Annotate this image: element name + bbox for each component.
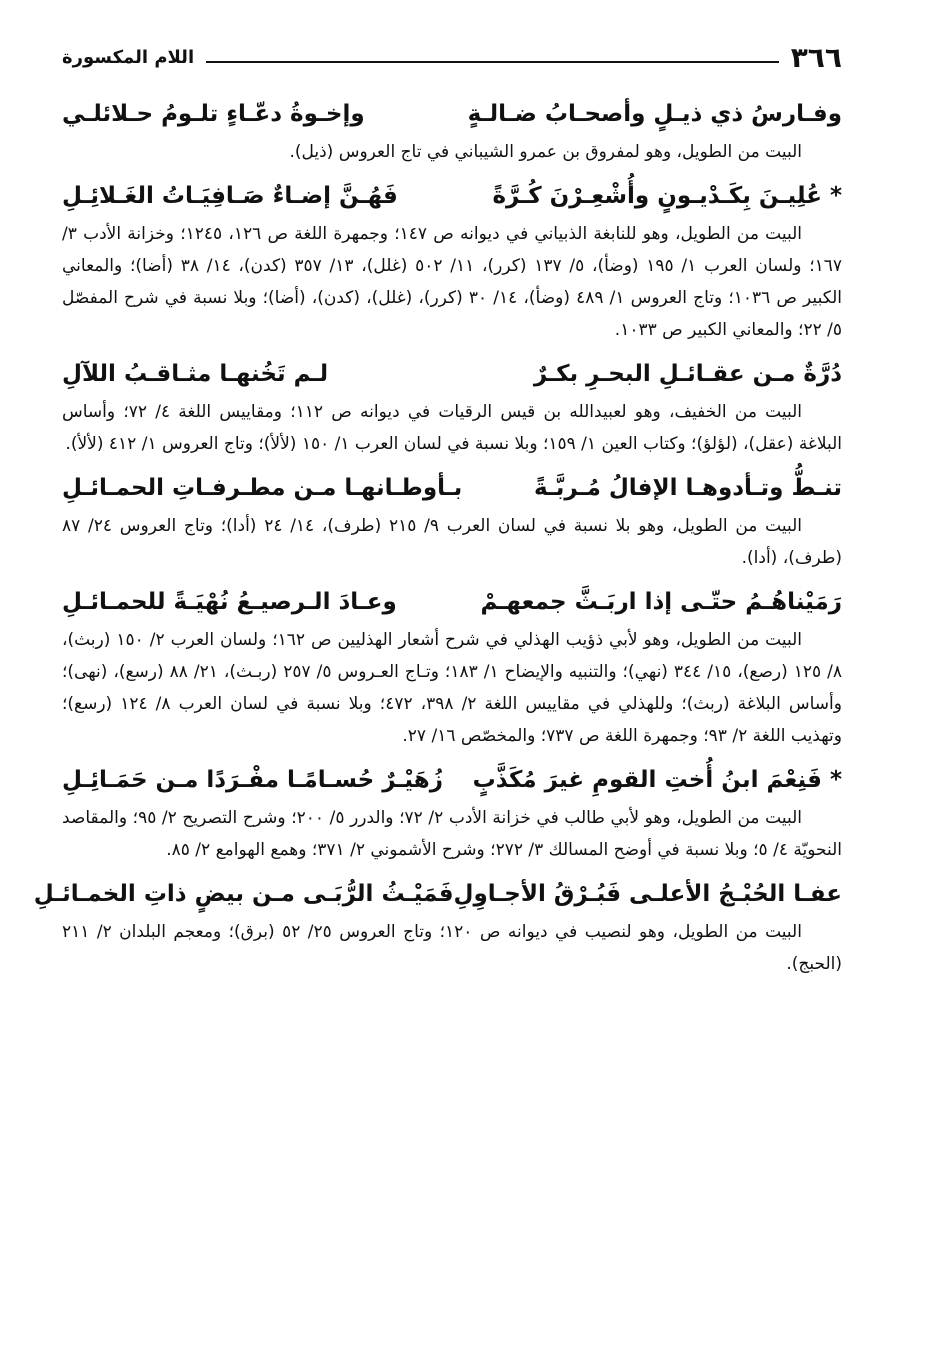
first-hemistich: * عُلِيـنَ بِكَـدْيـونٍ وأُشْعِـرْنَ كُـرَّةً bbox=[492, 183, 842, 209]
verse-line bbox=[62, 352, 842, 396]
first-hemistich: * فَنِعْمَ ابنُ أُختِ القومِ غيرَ مُكَذَّبٍ bbox=[472, 767, 842, 793]
verse-entry bbox=[62, 352, 842, 460]
second-hemistich: زُهَيْـرٌ حُسـامًـا مفْـرَدًا مـن حَمَـائِـلِ bbox=[62, 767, 443, 793]
running-head bbox=[62, 40, 842, 74]
second-hemistich: وعـادَ الـرصيـعُ نُهْيَـةً للحمـائـلِ bbox=[62, 589, 397, 615]
verse-line bbox=[62, 174, 842, 218]
page-number: ٣٦٦ bbox=[790, 40, 842, 74]
verse-commentary: البيت من الطويل، وهو للنابغة الذبياني في ديوانه ص ١٤٧؛ وجمهرة اللغة ص ١٢٦، ١٢٤٥؛ وخزانة الأدب ٣/ ١٦٧؛ ولسان العرب ١/ ١٩٥ (وضأ)، ٥/ ١٣٧ (كرر)، ١١/ ٥٠٢ (غلل)، ١٣/ ٣٥٧ (كدن)، ١٤/ ٣٨ (أضا)؛ والمعاني الكبير ص ١٠٣٦؛ وتاج العروس ١/ ٤٨٩ (وضأ)، ١٤/ ٣٠ (كرر)، (غلل)، (كدن)، (أضا)؛ وبلا نسبة في شرح المفصّل ٥/ ٢٢؛ والمعاني الكبير ص ١٠٣٣. bbox=[62, 224, 843, 340]
verse-commentary: البيت من الطويل، وهو لمفروق بن عمرو الشيباني في تاج العروس (ذيل). bbox=[289, 142, 802, 162]
verse-commentary: البيت من الطويل، وهو لأبي طالب في خزانة الأدب ٢/ ٧٢؛ والدرر ٥/ ٢٠٠؛ وشرح التصريح ٢/ ٩٥؛ والمقاصد النحويّة ٤/ ٥؛ وبلا نسبة في أوضح المسالك ٣/ ٢٧٢؛ وشرح الأشموني ٢/ ٣٧١؛ وهمع الهوامع ٢/ ٨٥. bbox=[62, 808, 842, 860]
verse-entry bbox=[62, 580, 842, 752]
verse-commentary: البيت من الخفيف، وهو لعبيدالله بن قيس الرقيات في ديوانه ص ١١٢؛ ومقاييس اللغة ٤/ ٧٢؛ وأساس البلاغة (عقل)، (لؤلؤ)؛ وكتاب العين ١/ ١٥٩؛ وبلا نسبة في لسان العرب ١/ ١٥٠ (لألأ)؛ وتاج العروس ١/ ٤١٢ (لألأ). bbox=[62, 402, 842, 454]
verse-entry bbox=[62, 92, 842, 168]
verse-commentary: البيت من الطويل، وهو لنصيب في ديوانه ص ١٢٠؛ وتاج العروس ٢٥/ ٥٢ (برق)؛ ومعجم البلدان ٢/ ٢١١ (الحبج). bbox=[62, 922, 842, 974]
first-hemistich: وفـارسُ ذي ذيـلٍ وأصحـابُ ضـالـةٍ bbox=[467, 101, 842, 127]
verse-entry bbox=[62, 758, 842, 866]
verse-line bbox=[62, 92, 842, 136]
verse-line bbox=[62, 466, 842, 510]
first-hemistich: رَمَيْناهُـمُ حتّـى إذا اربَـثَّ جمعهـمْ bbox=[480, 589, 842, 615]
chapter-title: اللام المكسورة bbox=[62, 46, 195, 68]
second-hemistich: لـم تَخُنهـا مثـاقـبُ اللآلِ bbox=[62, 361, 329, 387]
verse-commentary: البيت من الطويل، وهو بلا نسبة في لسان العرب ٩/ ٢١٥ (طرف)، ١٤/ ٢٤ (أدا)؛ وتاج العروس ٢٤/ ٨٧ (طرف)، (أدا). bbox=[62, 516, 842, 568]
verse-entry bbox=[62, 174, 842, 346]
second-hemistich: وإخـوةُ دعّـاءٍ تلـومُ حـلائلـي bbox=[62, 101, 365, 127]
verse-entry bbox=[33, 872, 842, 980]
first-hemistich: عفـا الحُبْـجُ الأعلـى فَبُـرْقُ الأجـاوِلِ bbox=[453, 881, 842, 907]
verse-line bbox=[62, 758, 842, 802]
second-hemistich: فَمَيْـثُ الرُّبَـى مـن بيضٍ ذاتِ الخمـائـلِ bbox=[33, 881, 454, 907]
verse-line bbox=[33, 872, 842, 916]
first-hemistich: تنـطُّ وتـأدوهـا الإفالُ مُـربَّـةً bbox=[533, 475, 842, 501]
verse-entry bbox=[62, 466, 842, 574]
first-hemistich: دُرَّةٌ مـن عقـائـلِ البحـرِ بكـرٌ bbox=[533, 361, 842, 387]
page-content bbox=[33, 92, 843, 986]
second-hemistich: فَهُـنَّ إضـاءٌ صَـافِيَـاتُ الغَـلائِـلِ bbox=[62, 183, 398, 209]
verse-commentary: البيت من الطويل، وهو لأبي ذؤيب الهذلي في شرح أشعار الهذليين ص ١٦٢؛ ولسان العرب ٢/ ١٥٠ (ربث)، ٨/ ١٢٥ (رصع)، ١٥/ ٣٤٤ (نهي)؛ والتنبيه والإيضاح ١/ ١٨٣؛ وتـاج العـروس ٥/ ٢٥٧ (ربـث)، ٢١/ ٨٨ (رسع)، (نهى)؛ وأساس البلاغة (ربث)؛ وللهذلي في مقاييس اللغة ٢/ ٣٩٨، ٤٧٢؛ وبلا نسبة في لسان العرب ٨/ ١٢٤ (رسع)؛ وتهذيب اللغة ٢/ ٩٣؛ وجمهرة اللغة ص ٧٣٧؛ والمخصّص ١٦/ ٢٧. bbox=[62, 630, 842, 746]
header-rule bbox=[206, 61, 779, 63]
verse-line bbox=[62, 580, 842, 624]
second-hemistich: بـأوطـانهـا مـن مطـرفـاتِ الحمـائـلِ bbox=[62, 475, 463, 501]
